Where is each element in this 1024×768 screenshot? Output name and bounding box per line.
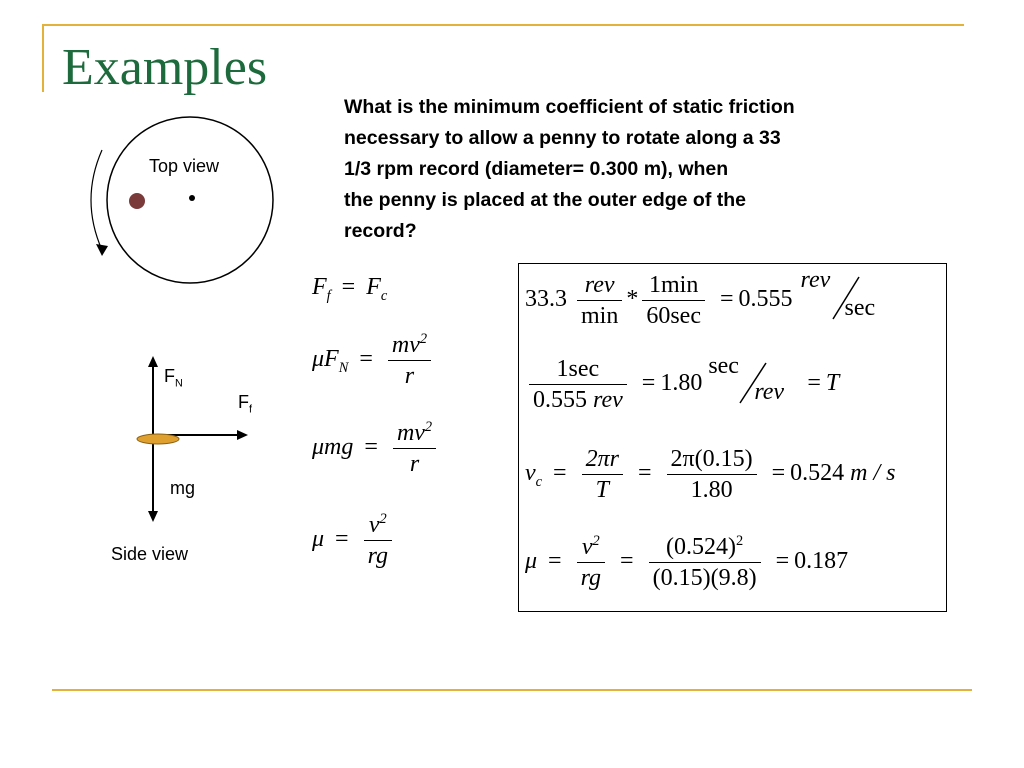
normal-force-subscript: N: [175, 377, 183, 390]
row3-f2-num: 2π(0.15): [667, 444, 757, 475]
row1-result: 0.555: [738, 286, 793, 313]
equals-sign: =: [637, 460, 652, 487]
row1-fraction-1: [577, 270, 622, 331]
row2-den: [529, 385, 627, 415]
row4-f2-num-sup: 2: [735, 533, 744, 549]
eq4-lhs: μ: [312, 526, 325, 553]
row3-unit: m / s: [850, 460, 896, 487]
row2-den-unit: rev: [593, 387, 623, 413]
row3-fraction-2: [667, 444, 757, 505]
normal-force-symbol: F: [164, 366, 175, 386]
center-dot: [189, 195, 195, 201]
row2-symbol: T: [825, 370, 840, 397]
eq2-lhs-sub: N: [338, 359, 349, 376]
row3-fraction-1: [582, 444, 623, 505]
side-view-diagram: [120, 350, 270, 530]
row1-times: *: [626, 286, 639, 313]
normal-force-arrowhead: [148, 356, 158, 367]
row1-f1-num: rev: [577, 270, 622, 301]
row2-fraction: [529, 354, 627, 415]
eq1-lhs-sub: f: [326, 287, 331, 304]
row3-f1-num: 2πr: [582, 444, 623, 475]
friction-force-arrowhead: [237, 430, 248, 440]
row2-den-value: 0.555: [533, 387, 587, 413]
weight-label: mg: [170, 478, 196, 498]
question-line: What is the minimum coefficient of static friction: [344, 96, 795, 118]
eq2-num-sup: 2: [419, 331, 428, 347]
row4-lhs: μ: [525, 548, 538, 575]
solution-row-mu: [525, 532, 848, 593]
row4-f2-num: (0.524): [665, 534, 736, 560]
eq4-num-text: v: [368, 512, 380, 538]
eq2-numerator: [388, 330, 431, 361]
equals-sign: =: [548, 548, 562, 575]
row4-f2-den: (0.15)(9.8): [652, 565, 757, 591]
row4-f1-numerator: [577, 532, 605, 563]
eq2-num-text: mv: [391, 332, 420, 358]
solution-row-velocity: [525, 444, 896, 505]
rotation-arrowhead: [96, 244, 108, 256]
row1-f2-den: 60sec: [646, 303, 701, 329]
eq3-numerator: [393, 418, 436, 449]
row2-unit-den: rev: [754, 378, 785, 405]
rotation-arrow: [91, 150, 102, 250]
question-line: 1/3 rpm record (diameter= 0.300 m), when: [344, 158, 729, 180]
eq3-denominator: r: [409, 451, 420, 477]
row3-result: 0.524: [790, 460, 845, 487]
solution-row-rev-per-sec: [525, 266, 891, 331]
eq4-fraction: [364, 510, 392, 571]
equals-sign: =: [720, 286, 734, 313]
row3-lhs: v: [525, 460, 536, 487]
friction-force-symbol: F: [238, 392, 249, 412]
row1-f1-den: min: [581, 303, 619, 329]
row1-lead: 33.3: [525, 286, 567, 313]
row1-fraction-2: [642, 270, 705, 331]
eq1-lhs: F: [312, 274, 327, 300]
question-line: record?: [344, 220, 417, 242]
row2-num: 1sec: [529, 354, 627, 385]
equation-mu-solved: [312, 510, 396, 571]
row4-f1-num-sup: 2: [592, 533, 600, 549]
solution-row-period: [525, 354, 839, 415]
equation-mu-mg: [312, 418, 440, 479]
equals-sign: =: [341, 274, 356, 300]
eq4-num-sup: 2: [379, 511, 387, 527]
row2-unit-num: sec: [708, 352, 739, 379]
row3-f2-den: 1.80: [690, 477, 733, 503]
row4-f1-den: rg: [580, 565, 602, 591]
friction-force-label: [238, 392, 252, 416]
eq2-fraction: [388, 330, 431, 391]
row3-lhs-sub: c: [535, 473, 543, 490]
row2-result: 1.80: [660, 370, 703, 397]
penny-dot: [129, 193, 145, 209]
row2-unit: [708, 352, 796, 411]
eq3-num-sup: 2: [424, 419, 433, 435]
equals-sign: =: [553, 460, 567, 487]
side-view-label: Side view: [111, 544, 189, 564]
row4-fraction-2: [649, 532, 761, 593]
friction-force-subscript: f: [249, 403, 252, 416]
row1-f2-num: 1min: [642, 270, 705, 301]
row1-unit-num: rev: [800, 266, 831, 293]
eq4-numerator: [364, 510, 392, 541]
question-line: necessary to allow a penny to rotate along a 33: [344, 127, 781, 149]
row1-unit: [799, 266, 891, 329]
row4-result: 0.187: [794, 548, 849, 575]
question-text: [344, 92, 954, 247]
eq2-denominator: r: [404, 363, 415, 389]
equals-sign: =: [641, 370, 656, 397]
eq1-rhs: F: [366, 274, 381, 300]
frame-top-rule: [44, 24, 964, 26]
equals-sign: =: [364, 434, 378, 461]
normal-force-label: [164, 366, 183, 390]
frame-bottom-rule: [52, 689, 972, 691]
penny-side-view: [137, 434, 179, 444]
eq3-num-text: mv: [396, 420, 425, 446]
frame-left-rule: [42, 24, 44, 92]
eq3-lhs: μmg: [312, 434, 354, 461]
equals-sign: =: [775, 548, 790, 575]
equation-mu-fn: [312, 330, 435, 391]
row4-f1-num: v: [581, 534, 593, 560]
row1-unit-den: sec: [844, 294, 876, 321]
equals-sign: =: [359, 346, 373, 373]
top-view-diagram: [80, 110, 280, 300]
row4-fraction-1: [577, 532, 605, 593]
equation-ff-equals-fc: [312, 274, 387, 305]
question-line: the penny is placed at the outer edge of the: [344, 189, 746, 211]
slide-title: Examples: [62, 39, 268, 96]
row3-f1-den: T: [595, 477, 609, 503]
equals-sign: =: [335, 526, 349, 553]
weight-arrowhead: [148, 511, 158, 522]
solution-box: [518, 263, 947, 612]
eq1-rhs-sub: c: [380, 287, 388, 304]
eq4-denominator: rg: [367, 543, 389, 569]
top-view-label: Top view: [149, 156, 220, 176]
eq2-lhs: μF: [312, 346, 339, 373]
equals-sign: =: [620, 548, 634, 575]
equals-sign: =: [771, 460, 786, 487]
eq3-fraction: [393, 418, 436, 479]
equals-sign: =: [807, 370, 821, 397]
row4-f2-numerator: [649, 532, 761, 563]
